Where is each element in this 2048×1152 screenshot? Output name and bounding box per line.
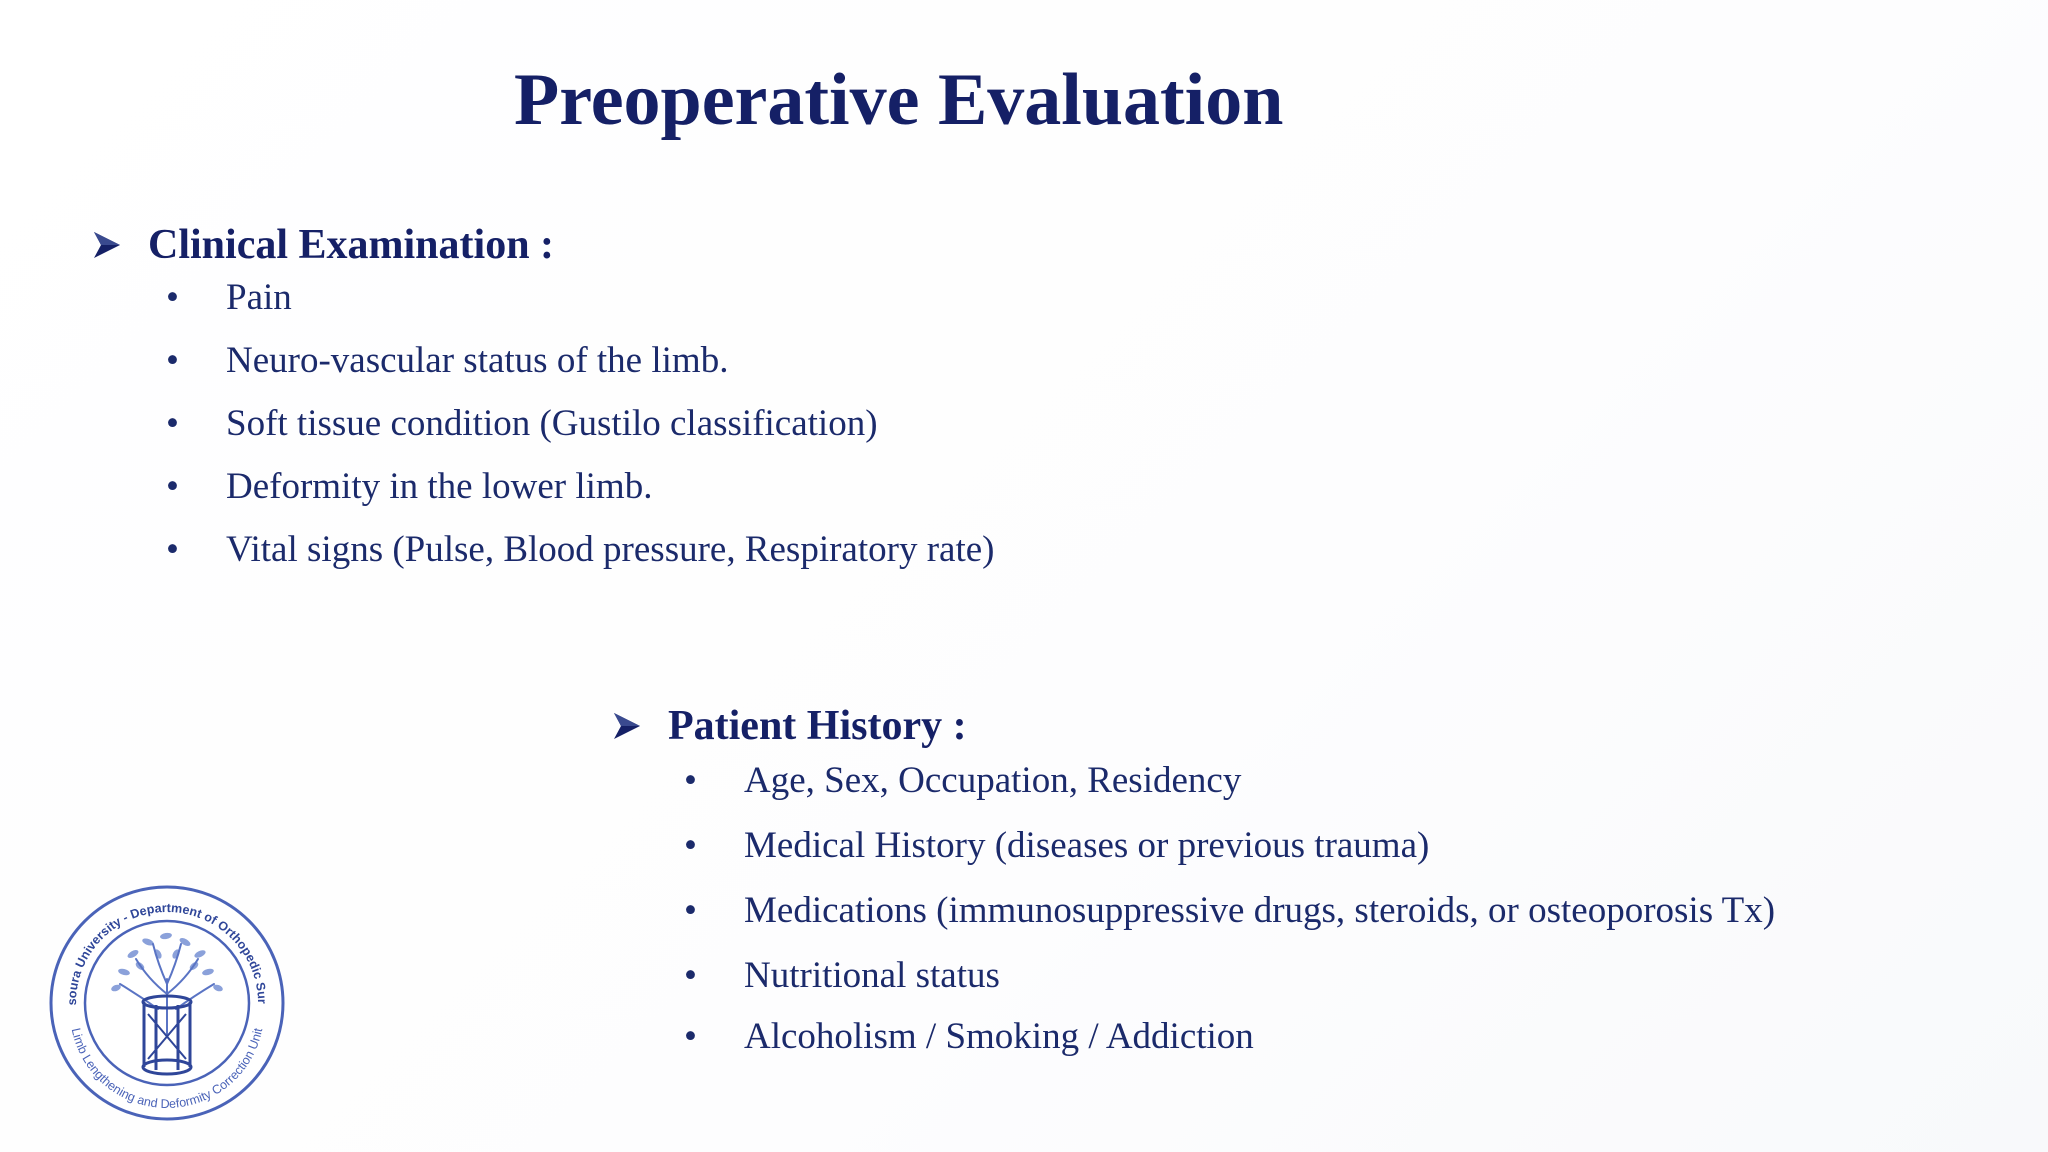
slide-title: Preoperative Evaluation xyxy=(514,59,1284,141)
list-item-text: Age, Sex, Occupation, Residency xyxy=(744,760,1242,802)
clinical-examination-label: Clinical Examination : xyxy=(148,222,555,268)
list-item-text: Vital signs (Pulse, Blood pressure, Respiratory rate) xyxy=(226,529,995,571)
patient-history-heading xyxy=(612,701,1775,751)
list-item-text: Alcoholism / Smoking / Addiction xyxy=(744,1016,1254,1058)
bullet-icon: • xyxy=(166,403,179,445)
list-item xyxy=(166,402,994,465)
list-item xyxy=(166,465,994,528)
list-item xyxy=(166,339,994,402)
list-item-text: Medications (immunosuppressive drugs, steroids, or osteoporosis Tx) xyxy=(744,890,1776,932)
list-item-text: Pain xyxy=(226,277,292,319)
clinical-examination-heading xyxy=(92,220,994,270)
logo-emblem-icon xyxy=(48,884,286,1122)
bullet-icon: • xyxy=(684,890,697,932)
patient-history-label: Patient History : xyxy=(668,703,967,749)
list-item xyxy=(684,824,1775,889)
logo-top-text: soura University - Department of Orthopedic Sur xyxy=(64,900,270,1006)
list-item xyxy=(166,276,994,339)
list-item xyxy=(684,759,1775,824)
bullet-icon: • xyxy=(684,760,697,802)
patient-history-section xyxy=(612,701,1775,1080)
clinical-examination-section xyxy=(92,220,994,591)
bullet-icon: • xyxy=(684,825,697,867)
list-item-text: Deformity in the lower limb. xyxy=(226,466,653,508)
list-item-text: Nutritional status xyxy=(744,955,1000,997)
list-item xyxy=(166,528,995,591)
list-item xyxy=(684,889,1776,954)
clinical-examination-list xyxy=(166,276,995,591)
list-item xyxy=(684,1015,1775,1080)
bullet-icon: • xyxy=(166,277,179,319)
bullet-icon: • xyxy=(166,340,179,382)
list-item-text: Soft tissue condition (Gustilo classification) xyxy=(226,403,878,445)
bullet-icon: • xyxy=(684,955,697,997)
logo-bottom-text: Limb Lengthening and Deformity Correction Unit xyxy=(68,1026,266,1112)
arrow-bullet-icon xyxy=(612,710,642,742)
bullet-icon: • xyxy=(166,466,179,508)
list-item-text: Medical History (diseases or previous trauma) xyxy=(744,825,1430,867)
bullet-icon: • xyxy=(166,529,179,571)
patient-history-list xyxy=(684,759,1776,1080)
list-item-text: Neuro-vascular status of the limb. xyxy=(226,340,729,382)
department-logo xyxy=(48,884,286,1122)
arrow-bullet-icon xyxy=(92,229,122,261)
bullet-icon: • xyxy=(684,1016,697,1058)
list-item xyxy=(684,954,1775,1015)
